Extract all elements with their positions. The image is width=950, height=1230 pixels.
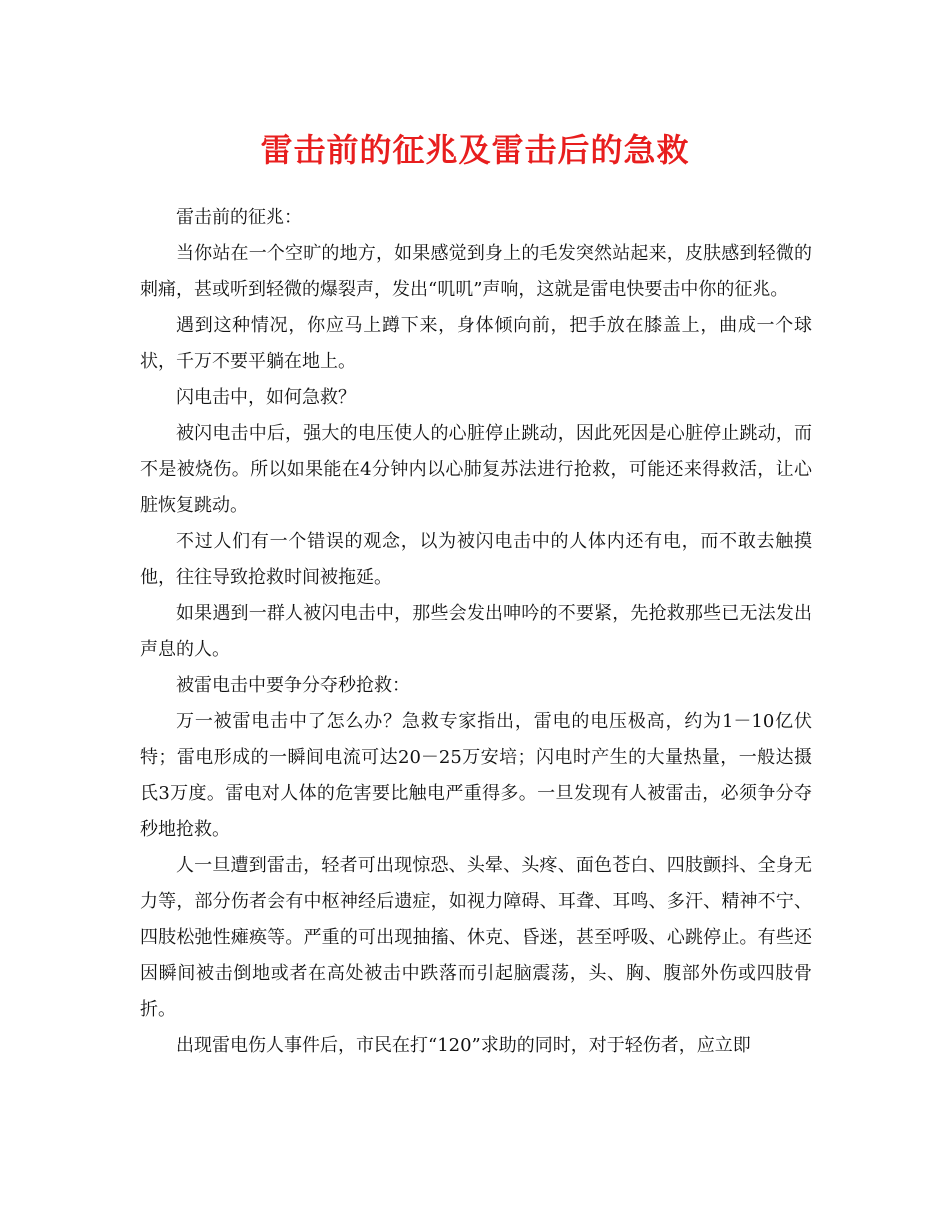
paragraph-lightning-facts: 万一被雷电击中了怎么办？急救专家指出，雷电的电压极高，约为1－10亿伏特；雷电形成的一瞬间电流可达20－25万安培；闪电时产生的大量热量，一般达摄氏3万度。雷电对人体的危害要比触电严重得多。一旦发现有人被雷击，必须争分夺秒地抢救。 bbox=[140, 711, 812, 840]
paragraph-response: 出现雷电伤人事件后，市民在打“120”求助的同时，对于轻伤者，应立即 bbox=[176, 1035, 751, 1056]
paragraph-misconception: 不过人们有一个错误的观念，以为被闪电击中的人体内还有电，而不敢去触摸他，往往导致抢救时间被拖延。 bbox=[140, 531, 812, 588]
paragraph-omen-signs: 当你站在一个空旷的地方，如果感觉到身上的毛发突然站起来，皮肤感到轻微的刺痛，甚或听到轻微的爆裂声，发出“叽叽”声响，这就是雷电快要击中你的征兆。 bbox=[140, 243, 812, 300]
paragraph-triage: 如果遇到一群人被闪电击中，那些会发出呻吟的不要紧，先抢救那些已无法发出声息的人。 bbox=[140, 603, 812, 660]
paragraph-symptoms: 人一旦遭到雷击，轻者可出现惊恐、头晕、头疼、面色苍白、四肢颤抖、全身无力等，部分伤者会有中枢神经后遗症，如视力障碍、耳聋、耳鸣、多汗、精神不宁、四肢松弛性瘫痪等。严重的可出现抽搐、休克、昏迷，甚至呼吸、心跳停止。有些还因瞬间被击倒地或者在高处被击中跌落而引起脑震荡，头、胸、腹部外伤或四肢骨折。 bbox=[140, 855, 812, 1020]
document-title: 雷击前的征兆及雷击后的急救 bbox=[260, 131, 690, 169]
paragraph-crouch-advice: 遇到这种情况，你应马上蹲下来，身体倾向前，把手放在膝盖上，曲成一个球状，千万不要平躺在地上。 bbox=[140, 315, 812, 372]
paragraph-heading-omens: 雷击前的征兆： bbox=[176, 207, 302, 228]
document-body bbox=[140, 200, 812, 1064]
paragraph-cardiac-arrest: 被闪电击中后，强大的电压使人的心脏停止跳动，因此死因是心脏停止跳动，而不是被烧伤。所以如果能在4分钟内以心肺复苏法进行抢救，可能还来得救活，让心脏恢复跳动。 bbox=[140, 423, 812, 516]
paragraph-heading-first-aid: 闪电击中，如何急救？ bbox=[176, 387, 356, 408]
paragraph-heading-urgent-rescue: 被雷电击中要争分夺秒抢救： bbox=[176, 675, 410, 696]
